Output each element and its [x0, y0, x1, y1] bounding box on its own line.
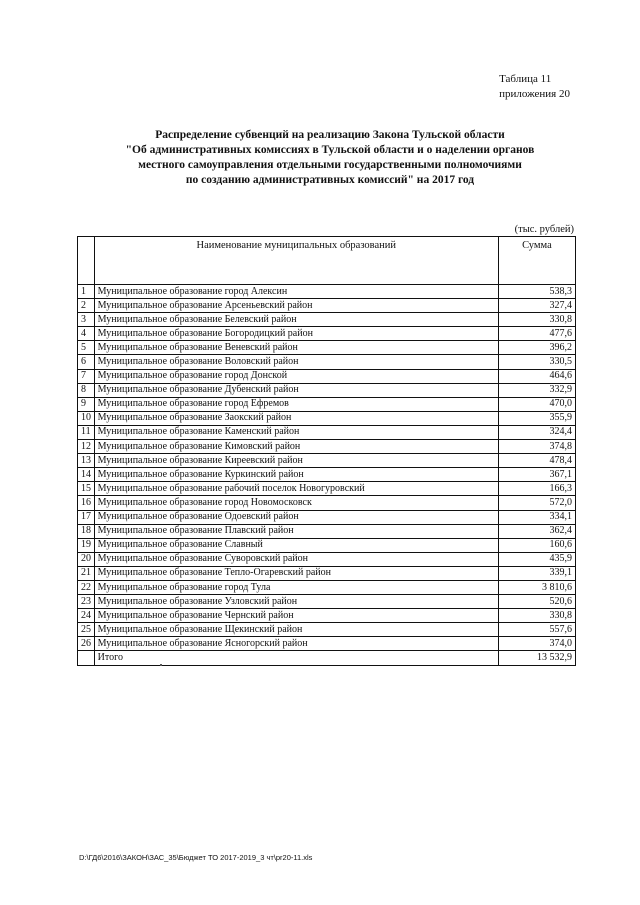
row-number: 21	[78, 566, 95, 580]
municipality-name: Муниципальное образование город Алексин	[94, 285, 498, 299]
table-row	[78, 440, 576, 454]
amount-value: 13 532,9	[498, 651, 575, 665]
row-number: 9	[78, 397, 95, 411]
municipality-name: Муниципальное образование Воловский район	[94, 355, 498, 369]
table-row	[78, 609, 576, 623]
municipality-name: Муниципальное образование город Донской	[94, 369, 498, 383]
amount-value: 470,0	[498, 397, 575, 411]
municipality-name: Муниципальное образование Суворовский район	[94, 552, 498, 566]
header-num	[78, 237, 95, 285]
table-row	[78, 454, 576, 468]
table-row	[78, 524, 576, 538]
table-row	[78, 425, 576, 439]
municipality-name: Муниципальное образование Тепло-Огаревский район	[94, 566, 498, 580]
amount-value: 339,1	[498, 566, 575, 580]
header-name: Наименование муниципальных образований	[94, 237, 498, 285]
amount-value: 330,5	[498, 355, 575, 369]
amount-value: 396,2	[498, 341, 575, 355]
amount-value: 374,0	[498, 637, 575, 651]
table-row	[78, 637, 576, 651]
row-number: 26	[78, 637, 95, 651]
municipality-name: Муниципальное образование Каменский район	[94, 425, 498, 439]
amount-value: 3 810,6	[498, 580, 575, 594]
municipality-name: Муниципальное образование Заокский район	[94, 411, 498, 425]
municipality-name: Муниципальное образование Славный	[94, 538, 498, 552]
amount-value: 477,6	[498, 327, 575, 341]
municipality-name: Муниципальное образование Дубенский район	[94, 383, 498, 397]
table-row	[78, 383, 576, 397]
row-number	[78, 651, 95, 665]
municipality-name: Муниципальное образование Белевский район	[94, 313, 498, 327]
municipality-name: Муниципальное образование Чернский район	[94, 609, 498, 623]
table-number: Таблица 11	[499, 73, 552, 85]
municipality-name: Муниципальное образование город Тула	[94, 580, 498, 594]
row-number: 7	[78, 369, 95, 383]
table-row	[78, 566, 576, 580]
table-row	[78, 341, 576, 355]
table-row	[78, 397, 576, 411]
total-row	[78, 651, 576, 665]
amount-value: 330,8	[498, 609, 575, 623]
amount-value: 435,9	[498, 552, 575, 566]
header-sum: Сумма	[498, 237, 575, 285]
row-number: 25	[78, 623, 95, 637]
amount-value: 355,9	[498, 411, 575, 425]
amount-value: 538,3	[498, 285, 575, 299]
file-path: D:\ГД6\2016\ЗАКОН\ЗАС_35\Бюджет ТО 2017-2019_3 чт\pr20-11.xls	[79, 853, 313, 862]
subsidy-table	[77, 236, 576, 666]
municipality-name: Муниципальное образование Плавский район	[94, 524, 498, 538]
amount-value: 367,1	[498, 468, 575, 482]
row-number: 11	[78, 425, 95, 439]
amount-value: 374,8	[498, 440, 575, 454]
document-title	[70, 128, 590, 188]
municipality-name: Муниципальное образование Узловский район	[94, 595, 498, 609]
amount-value: 166,3	[498, 482, 575, 496]
row-number: 4	[78, 327, 95, 341]
table-row	[78, 482, 576, 496]
municipality-name: Муниципальное образование Щекинский район	[94, 623, 498, 637]
amount-value: 334,1	[498, 510, 575, 524]
row-number: 3	[78, 313, 95, 327]
row-number: 2	[78, 299, 95, 313]
table-row	[78, 510, 576, 524]
municipality-name: Муниципальное образование Веневский район	[94, 341, 498, 355]
row-number: 6	[78, 355, 95, 369]
row-number: 17	[78, 510, 95, 524]
table-header-row	[78, 237, 576, 285]
row-number: 13	[78, 454, 95, 468]
table-row	[78, 538, 576, 552]
scan-speck	[160, 664, 162, 666]
amount-value: 557,6	[498, 623, 575, 637]
row-number: 10	[78, 411, 95, 425]
table-row	[78, 496, 576, 510]
row-number: 19	[78, 538, 95, 552]
table-row	[78, 355, 576, 369]
municipality-name: Муниципальное образование Арсеньевский район	[94, 299, 498, 313]
table-row	[78, 411, 576, 425]
municipality-name: Муниципальное образование Кимовский район	[94, 440, 498, 454]
municipality-name: Муниципальное образование город Новомосковск	[94, 496, 498, 510]
municipality-name: Муниципальное образование город Ефремов	[94, 397, 498, 411]
appendix-label: приложения 20	[499, 88, 570, 100]
row-number: 20	[78, 552, 95, 566]
row-number: 18	[78, 524, 95, 538]
table-row	[78, 369, 576, 383]
municipality-name: Муниципальное образование Богородицкий район	[94, 327, 498, 341]
municipality-name: Муниципальное образование Куркинский район	[94, 468, 498, 482]
row-number: 16	[78, 496, 95, 510]
row-number: 14	[78, 468, 95, 482]
amount-value: 478,4	[498, 454, 575, 468]
row-number: 12	[78, 440, 95, 454]
amount-value: 332,9	[498, 383, 575, 397]
table-reference	[499, 72, 570, 102]
table-row	[78, 468, 576, 482]
table-row	[78, 313, 576, 327]
table-row	[78, 285, 576, 299]
table-body	[78, 285, 576, 666]
municipality-name: Муниципальное образование Одоевский район	[94, 510, 498, 524]
amount-value: 327,4	[498, 299, 575, 313]
row-number: 23	[78, 595, 95, 609]
amount-value: 160,6	[498, 538, 575, 552]
amount-value: 324,4	[498, 425, 575, 439]
row-number: 1	[78, 285, 95, 299]
units-label: (тыс. рублей)	[514, 224, 574, 235]
row-number: 8	[78, 383, 95, 397]
title-line-3: местного самоуправления отдельными государственными полномочиями	[138, 159, 522, 171]
amount-value: 520,6	[498, 595, 575, 609]
table-row	[78, 552, 576, 566]
municipality-name: Муниципальное образование рабочий поселок Новогуровский	[94, 482, 498, 496]
table-row	[78, 580, 576, 594]
row-number: 5	[78, 341, 95, 355]
row-number: 15	[78, 482, 95, 496]
municipality-name: Муниципальное образование Ясногорский район	[94, 637, 498, 651]
municipality-name: Муниципальное образование Киреевский район	[94, 454, 498, 468]
title-line-1: Распределение субвенций на реализацию Закона Тульской области	[155, 129, 505, 141]
row-number: 24	[78, 609, 95, 623]
table-row	[78, 299, 576, 313]
amount-value: 464,6	[498, 369, 575, 383]
amount-value: 572,0	[498, 496, 575, 510]
table-row	[78, 595, 576, 609]
table-row	[78, 623, 576, 637]
title-line-4: по созданию административных комиссий" на 2017 год	[185, 174, 475, 186]
row-number: 22	[78, 580, 95, 594]
table-row	[78, 327, 576, 341]
amount-value: 330,8	[498, 313, 575, 327]
amount-value: 362,4	[498, 524, 575, 538]
municipality-name: Итого	[94, 651, 498, 665]
title-line-2: "Об административных комиссиях в Тульской области и о наделении органов	[125, 144, 535, 156]
